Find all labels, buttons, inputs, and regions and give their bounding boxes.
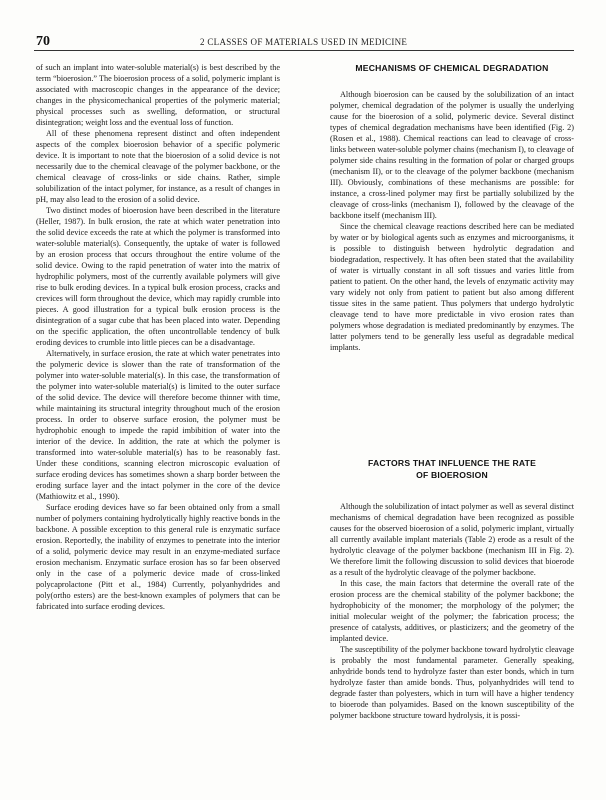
- running-head: 2 CLASSES OF MATERIALS USED IN MEDICINE: [200, 37, 408, 47]
- paragraph: In this case, the main factors that determine the overall rate of the erosion process are the chemical stability of the polymer backbone; the hydrophobicity of the monomer; the morphology of the polymer; the initial molecular weight of the polymer; the fabrication process; the presence of catalysts, additives, or plasticizers; and the geometry of the implanted device.: [330, 579, 574, 643]
- section-heading-line: OF BIOEROSION: [416, 470, 488, 480]
- paragraph: of such an implant into water-soluble material(s) is best described by the term “bioerosion.” The bioerosion process of a solid, polymeric implant is associated with macroscopic changes in the appearance of the device; changes in the physicomechanical properties of the polymeric material; physical processes such as swelling, deformation, or structural disintegration; weight loss and the eventual loss of function.: [36, 63, 280, 127]
- section-heading-line: FACTORS THAT INFLUENCE THE RATE: [367, 458, 537, 468]
- right-column: [330, 62, 574, 721]
- paragraph: Although the solubilization of intact polymer as well as several distinct mechanisms of chemical degradation have been recognized as possible causes for the observed bioerosion of a solid, polymeric implant, virtually all currently available implant materials (Table 2) erode as a result of the hydrolytic cleavage of the polymer backbone (mechanism III in Fig. 2). We therefore limit the following discussion to solid devices that bioerode as a result of the hydrolytic cleavage of the polymer backbone.: [330, 502, 574, 577]
- header-rule: [34, 50, 574, 51]
- section-heading-mechanisms: MECHANISMS OF CHEMICAL DEGRADATION: [355, 63, 549, 73]
- paragraph: The susceptibility of the polymer backbone toward hydrolytic cleavage is probably the most fundamental parameter. Generally speaking, anhydride bonds tend to hydrolyze faster than ester bonds, which in turn hydrolyze faster than amide bonds. Thus, polyanhydrides will tend to degrade faster than polyesters, which in turn will have a higher tendency to bioerode than polyamides. Based on the known susceptibility of the polymer backbone structure toward hydrolysis, it is possi-: [330, 645, 574, 720]
- paragraph: All of these phenomena represent distinct and often independent aspects of the complex bioerosion behavior of a specific polymeric device. It is important to note that the bioerosion of a solid device is not necessarily due to the chemical cleavage of the polymer backbone, or the chemical cleavage of cross-links or side chains. Rather, simple solubilization of the intact polymer, for instance, as a result of changes in pH, may also lead to the erosion of a solid device.: [36, 129, 280, 204]
- paragraph: Two distinct modes of bioerosion have been described in the literature (Heller, 1987). In bulk erosion, the rate at which water penetration into the solid device exceeds the rate at which the polymer is transformed into water-soluble material(s). Consequently, the uptake of water is followed by an erosion process that occurs throughout the entire volume of the solid device. Owing to the rapid penetration of water into the matrix of hydrophilic polymers, most of the currently available polymers will give rise to bulk eroding devices. In a typical bulk erosion process, cracks and crevices will form throughout the device, which may rapidly crumble into pieces. A good illustration for a typical bulk erosion process is the disintegration of a sugar cube that has been placed into water. Depending on the specific application, the often uncontrollable tendency of bulk eroding devices to crumble into little pieces can be a disadvantage.: [36, 206, 280, 347]
- left-column: [36, 62, 280, 612]
- page-number: 70: [36, 34, 50, 49]
- paragraph: Although bioerosion can be caused by the solubilization of an intact polymer, chemical degradation of the polymer is usually the underlying cause for the bioerosion of a solid, polymeric device. Several distinct types of chemical degradation mechanisms have been identified (Fig. 2) (Rosen et al., 1988). Chemical reactions can lead to cleavage of cross-links between water-soluble polymer chains (mechanism I), to cleavage of polymer side chains resulting in the formation of polar or charged groups (mechanism II), or to the cleavage of the polymer backbone (mechanism III). Obviously, combinations of these mechanisms are possible: for instance, a cross-lined polymer may first be partially solubilized by the cleavage of cross-links (mechanism I), followed by the cleavage of the backbone itself (mechanism III).: [330, 90, 574, 220]
- section-heading-factors: [330, 457, 574, 481]
- paragraph: Since the chemical cleavage reactions described here can be mediated by water or by biological agents such as enzymes and microorganisms, it is possible to distinguish between hydrolytic degradation and biodegradation, respectively. It has often been stated that the availability of water is virtually constant in all soft tissues and varies little from patient to patient. On the other hand, the levels of enzymatic activity may vary widely not only from patient to patient but also among different tissue sites in the same patient. Thus polymers that undergo hydrolytic cleavage tend to have more predictable in vivo erosion rates than polymers whose degradation is mediated predominantly by enzymes. The latter polymers tend to be generally less useful as degradable medical implants.: [330, 222, 574, 352]
- paragraph: Alternatively, in surface erosion, the rate at which water penetrates into the polymeric device is slower than the rate of transformation of the polymer into water-soluble material(s). In this case, the transformation of the polymer into water-soluble material(s) is limited to the outer surface of the solid device. The device will therefore become thinner with time, while maintaining its structural integrity throughout much of the erosion process. In order to observe surface erosion, the polymer must be hydrophobic enough to impede the rapid imbibition of water into the interior of the device. In addition, the rate at which the polymer is transformed into water-soluble material(s) has to be reasonably fast. Under these conditions, scanning electron microscopic evaluation of surface eroding devices has sometimes shown a sharp border between the eroding surface layer and the intact polymer in the core of the device (Mathiowitz et al., 1990).: [36, 349, 280, 501]
- paragraph: Surface eroding devices have so far been obtained only from a small number of polymers containing hydrolytically highly reactive bonds in the backbone. A possible exception to this general rule is enzymatic surface erosion. Reportedly, the inability of enzymes to penetrate into the interior of a solid, polymeric device may result in an enzyme-mediated surface erosion mechanism. Enzymatic surface erosion has so far been observed only in the case of a polymeric device made of cross-linked polycaprolactone (Pitt et al., 1984) Currently, polyanhydrides and poly(ortho esters) are the best-known examples of polymers that can be fabricated into surface eroding devices.: [36, 503, 280, 611]
